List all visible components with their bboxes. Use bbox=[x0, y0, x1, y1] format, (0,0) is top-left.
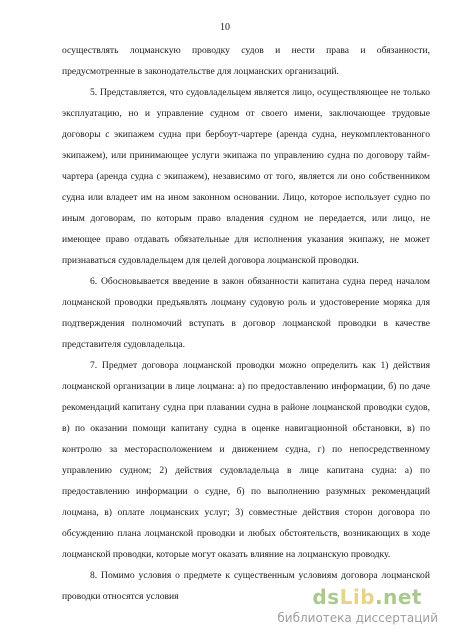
paragraph-5: 5. Представляется, что судовладельцем является лицо, осуществляющее не только эксплуатацию, но и управление судном от своего имени, заключающее трудовые договоры с экипажем судна при бербоут-чартере (аренда судна, неукомплектованного экипажем), или принимающее услуги экипажа по управлению судна по договору тайм-чартера (аренда судна с экипажем), независимо от того, является ли оно собственником судна или владеет им на ином законном основании. Лицо, которое использует судно по иным договорам, по которым право владения судном не передается, или лицо, не имеющее право отдавать обязательные для исполнения указания экипажу, не может признаваться судовладельцем для целей договора лоцманской проводки. bbox=[62, 87, 430, 266]
watermark-logo bbox=[277, 585, 438, 629]
document-body bbox=[62, 40, 430, 607]
paragraph-6: 6. Обосновывается введение в закон обязанности капитана судна перед началом лоцманской проводки предъявлять лоцману судовую роль и удостоверение моряка для подтверждения полномочий вступать в договор лоцманской проводки в качестве представителя судовладельца. bbox=[62, 276, 430, 350]
page-number: 10 bbox=[220, 22, 230, 33]
watermark-brand: dsLib.net bbox=[312, 585, 422, 609]
paragraph-7: 7. Предмет договора лоцманской проводки можно определить как 1) действия лоцманской организации в лице лоцмана: а) по предоставлению информации, б) по даче рекомендаций капитану судна при плавании судна в районе лоцманской проводки судов, в) по оказании помощи капитану судна в оценке навигационной обстановки, в) по контролю за месторасположением и движением судна, г) по непосредственному управлению судном; 2) действия судовладельца в лице капитана судна: а) по предоставлению информации о судне, б) по выполнению разумных рекомендаций лоцмана, в) оплате лоцманских услуг; 3) совместные действия сторон договора по обсуждению плана лоцманской проводки и любых обстоятельств, возникающих в ходе лоцманской проводки, которые могут оказать влияние на лоцманскую проводку. bbox=[62, 360, 430, 560]
paragraph-8: 8. Помимо условия о предмете к существенным условиям договора лоцманской проводки относятся условия bbox=[62, 570, 430, 602]
paragraph-continuation: осуществлять лоцманскую проводку судов и нести права и обязанности, предусмотренные в законодательстве для лоцманских организаций. bbox=[62, 45, 430, 77]
watermark-tagline: библиотека диссертаций bbox=[277, 611, 438, 625]
